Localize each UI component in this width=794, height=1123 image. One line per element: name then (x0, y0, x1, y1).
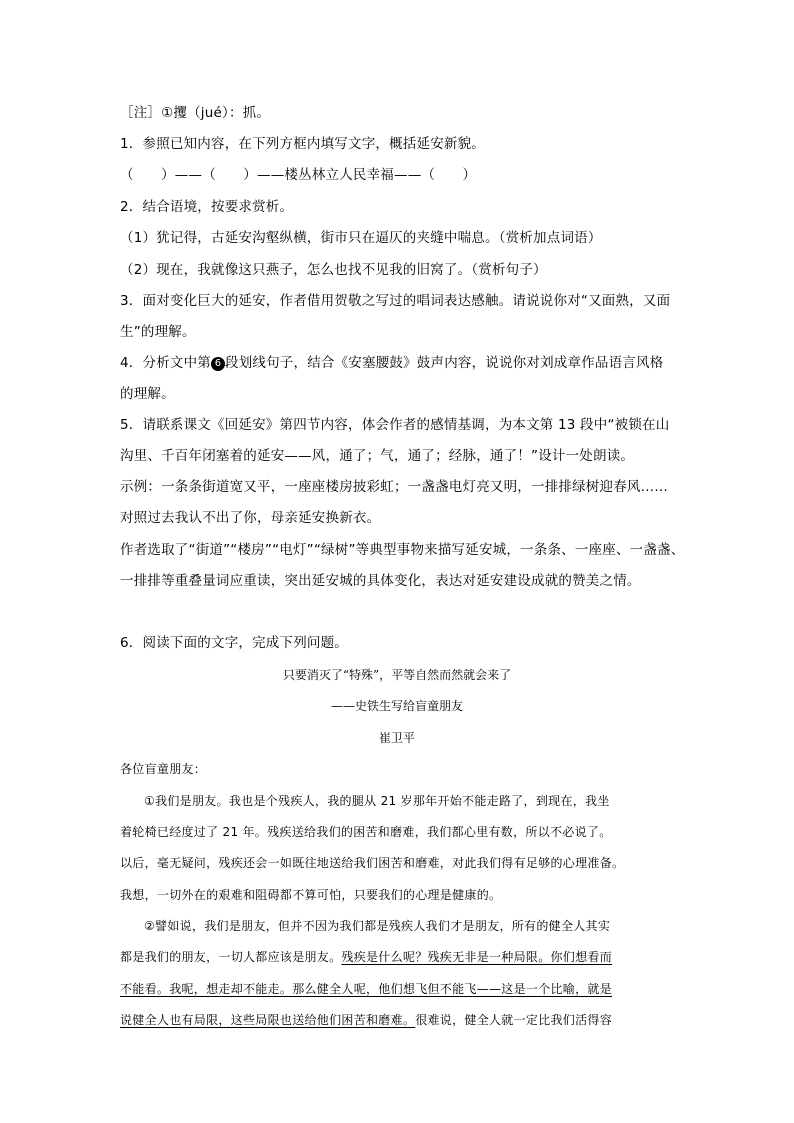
circled-number: 6 (211, 357, 225, 371)
question-2-stem: 2．结合语境，按要求赏析。 (120, 199, 294, 215)
passage-greeting: 各位盲童朋友： (120, 762, 207, 776)
passage-author: 崔卫平 (378, 731, 415, 745)
analysis-line-1: 作者选取了“街道”“楼房”“电灯”“绿树”等典型事物来描写延安城，一条条、一座座、一盏盏、 (120, 542, 685, 558)
question-4-suffix: 段划线句子，结合《安塞腰鼓》鼓声内容，说说你对刘成章作品语言风格 (225, 355, 664, 371)
paragraph-2-line-3: 不能看。我呢，想走却不能走。那么健全人呢，他们想飞但不能飞——这是一个比喻，就是 (120, 982, 613, 996)
example-line-1: 示例：一条条街道宽又平，一座座楼房披彩虹；一盏盏电灯亮又明，一排排绿树迎春风…… (120, 479, 668, 495)
question-6-stem: 6．阅读下面的文字，完成下列问题。 (120, 635, 348, 651)
question-4-prefix: 4．分析文中第 (120, 355, 211, 371)
question-4-line-1 (120, 354, 663, 372)
question-5-line-1: 5．请联系课文《回延安》第四节内容，体会作者的感情基调，为本文第 13 段中“被锁在山 (120, 417, 670, 433)
passage-subtitle: ——史铁生写给盲童朋友 (330, 699, 463, 713)
paragraph-1-line-3: 以后，毫无疑问，残疾还会一如既往地送给我们困苦和磨难，对此我们得有足够的心理准备。 (120, 856, 625, 870)
question-5-line-2: 沟里、千百年闭塞着的延安——风，通了；气，通了；经脉，通了！”设计一处朗读。 (120, 448, 635, 464)
question-3-line-2: 生”的理解。 (120, 324, 196, 340)
question-2-sub2: （2）现在，我就像这只燕子，怎么也找不见我的旧窝了。（赏析句子） (120, 262, 547, 278)
paragraph-2-line-2 (120, 948, 612, 966)
example-line-2: 对照过去我认不出了你，母亲延安换新衣。 (120, 510, 381, 526)
question-4-line-2: 的理解。 (120, 386, 175, 402)
question-1-blanks: （ ）——（ ）——楼丛林立人民幸福——（ ） (120, 167, 477, 183)
paragraph-1-line-4: 我想，一切外在的艰难和阻碍都不算可怕，只要我们的心理是健康的。 (120, 888, 502, 902)
question-3-line-1: 3．面对变化巨大的延安，作者借用贺敬之写过的唱词表达感触。请说说你对“又面熟，又面 (120, 293, 671, 309)
analysis-line-2: 一排排等重叠量词应重读，突出延安城的具体变化，表达对延安建设成就的赞美之情。 (120, 573, 641, 589)
underlined-sentence-end: 说健全人也有局限，这些局限也送给他们困苦和磨难。 (120, 1013, 416, 1027)
footnote: ［注］①攫（jué）：抓。 (120, 105, 271, 121)
paragraph-2-line-4 (120, 1011, 612, 1029)
paragraph-2-tail: 很难说，健全人就一定比我们活得容 (415, 1013, 613, 1027)
paragraph-2-plain: 都是我们的朋友，一切人都应该是朋友。 (120, 950, 342, 964)
underlined-sentence: 残疾是什么呢？残疾无非是一种局限。你们想看而 (341, 950, 613, 964)
question-2-sub1: （1）犹记得，古延安沟壑纵横，街市只在逼仄的夹缝中喘息。（赏析加点词语） (120, 230, 602, 246)
question-1-stem: 1．参照已知内容，在下列方框内填写文字，概括延安新貌。 (120, 136, 485, 152)
passage-title: 只要消灭了“特殊”，平等自然而然就会来了 (282, 668, 512, 682)
paragraph-2-line-1: ②譬如说，我们是朋友，但并不因为我们都是残疾人我们才是朋友，所有的健全人其实 (144, 919, 611, 933)
paragraph-1-line-2: 着轮椅已经度过了 21 年。残疾送给我们的困苦和磨难，我们都心里有数，所以不必说了。 (120, 825, 612, 839)
paragraph-1-line-1: ①我们是朋友。我也是个残疾人，我的腿从 21 岁那年开始不能走路了，到现在，我坐 (144, 794, 610, 808)
